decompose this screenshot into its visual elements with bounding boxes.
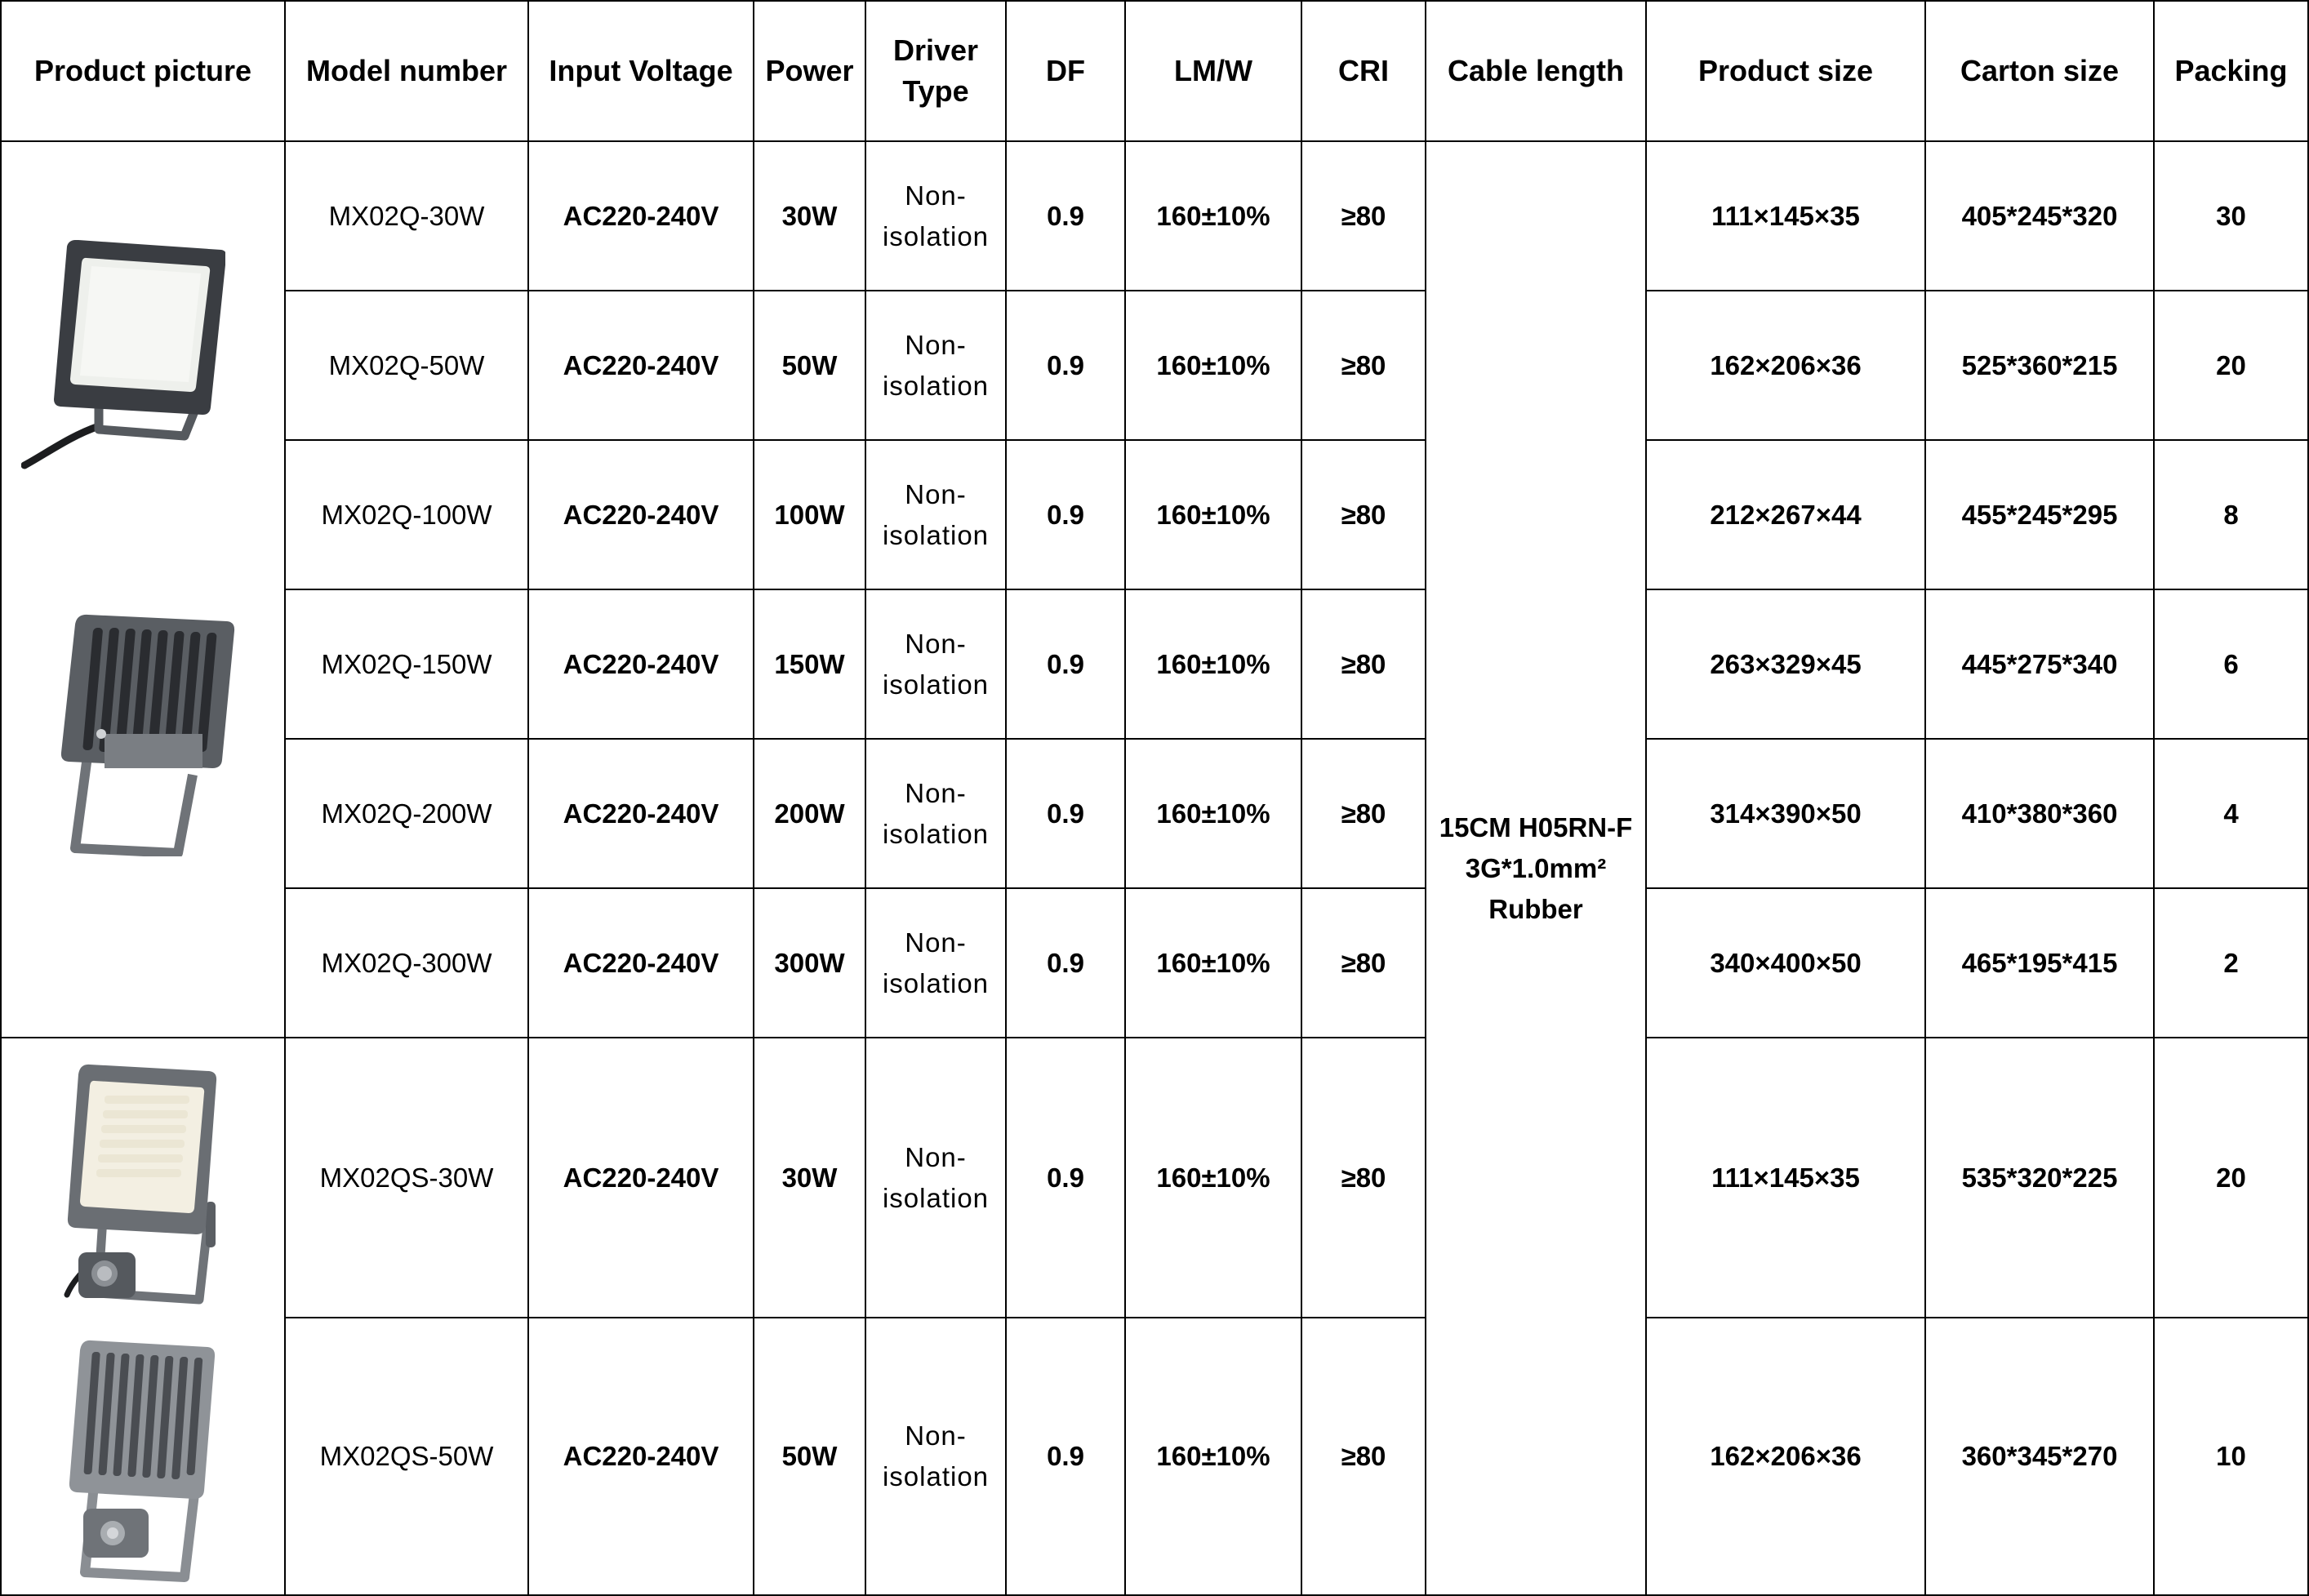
cell-voltage: AC220-240V bbox=[528, 440, 754, 589]
header-df: DF bbox=[1006, 1, 1125, 141]
cell-packing: 20 bbox=[2154, 1038, 2308, 1318]
table-row bbox=[1, 739, 2308, 888]
floodlight-front-icon bbox=[21, 240, 225, 485]
cell-product-size: 340×400×50 bbox=[1646, 888, 1925, 1038]
cell-model: MX02Q-50W bbox=[285, 291, 528, 440]
cell-packing: 10 bbox=[2154, 1318, 2308, 1595]
table-row bbox=[1, 1038, 2308, 1318]
cell-model: MX02QS-50W bbox=[285, 1318, 528, 1595]
cell-cri: ≥80 bbox=[1301, 1038, 1426, 1318]
cell-carton-size: 405*245*320 bbox=[1925, 141, 2154, 291]
cell-lmw: 160±10% bbox=[1125, 1038, 1301, 1318]
cell-model: MX02Q-200W bbox=[285, 739, 528, 888]
product-picture-cell-mx02q bbox=[1, 141, 285, 1038]
cell-driver-line2: isolation bbox=[882, 1461, 990, 1492]
cell-driver-line1: Non- bbox=[905, 180, 967, 211]
cell-driver bbox=[865, 589, 1006, 739]
cell-driver bbox=[865, 888, 1006, 1038]
cell-carton-size: 525*360*215 bbox=[1925, 291, 2154, 440]
cell-driver bbox=[865, 1038, 1006, 1318]
header-row bbox=[1, 1, 2308, 141]
cable-line1: 15CM H05RN-F bbox=[1439, 811, 1633, 842]
cell-voltage: AC220-240V bbox=[528, 291, 754, 440]
cell-packing: 20 bbox=[2154, 291, 2308, 440]
cell-driver-line1: Non- bbox=[905, 777, 967, 808]
cell-voltage: AC220-240V bbox=[528, 589, 754, 739]
cell-driver-line2: isolation bbox=[882, 370, 990, 401]
cell-product-size: 263×329×45 bbox=[1646, 589, 1925, 739]
header-driver-type bbox=[865, 1, 1006, 141]
cell-driver-line1: Non- bbox=[905, 478, 967, 509]
header-carton-size: Carton size bbox=[1925, 1, 2154, 141]
cell-driver-line2: isolation bbox=[882, 220, 990, 251]
cell-carton-size: 360*345*270 bbox=[1925, 1318, 2154, 1595]
cell-lmw: 160±10% bbox=[1125, 739, 1301, 888]
cell-voltage: AC220-240V bbox=[528, 141, 754, 291]
cell-cri: ≥80 bbox=[1301, 291, 1426, 440]
cell-driver bbox=[865, 440, 1006, 589]
cell-packing: 8 bbox=[2154, 440, 2308, 589]
product-picture-group bbox=[5, 142, 281, 1037]
cell-power: 200W bbox=[754, 739, 865, 888]
header-driver-line2: Type bbox=[902, 74, 969, 108]
header-cri: CRI bbox=[1301, 1, 1426, 141]
cell-model: MX02Q-30W bbox=[285, 141, 528, 291]
floodlight-sensor-front-icon bbox=[62, 1063, 225, 1308]
cell-driver-line1: Non- bbox=[905, 329, 967, 360]
cell-carton-size: 445*275*340 bbox=[1925, 589, 2154, 739]
product-picture-group bbox=[5, 1038, 281, 1594]
cell-driver-line2: isolation bbox=[882, 818, 990, 849]
header-product-picture: Product picture bbox=[1, 1, 285, 141]
cell-voltage: AC220-240V bbox=[528, 1318, 754, 1595]
cell-product-size: 212×267×44 bbox=[1646, 440, 1925, 589]
cell-cri: ≥80 bbox=[1301, 739, 1426, 888]
cell-lmw: 160±10% bbox=[1125, 440, 1301, 589]
cell-model: MX02Q-150W bbox=[285, 589, 528, 739]
cell-driver bbox=[865, 1318, 1006, 1595]
cell-power: 50W bbox=[754, 1318, 865, 1595]
cell-packing: 6 bbox=[2154, 589, 2308, 739]
cell-lmw: 160±10% bbox=[1125, 888, 1301, 1038]
product-picture-cell-mx02qs bbox=[1, 1038, 285, 1595]
table-row bbox=[1, 1318, 2308, 1595]
cell-power: 300W bbox=[754, 888, 865, 1038]
cell-df: 0.9 bbox=[1006, 1038, 1125, 1318]
header-input-voltage: Input Voltage bbox=[528, 1, 754, 141]
cell-driver-line1: Non- bbox=[905, 1141, 967, 1172]
header-cable-length: Cable length bbox=[1426, 1, 1646, 141]
floodlight-sensor-back-icon bbox=[64, 1339, 227, 1584]
cell-carton-size: 455*245*295 bbox=[1925, 440, 2154, 589]
cell-lmw: 160±10% bbox=[1125, 1318, 1301, 1595]
cell-product-size: 162×206×36 bbox=[1646, 1318, 1925, 1595]
cell-product-size: 314×390×50 bbox=[1646, 739, 1925, 888]
cell-df: 0.9 bbox=[1006, 739, 1125, 888]
header-product-size: Product size bbox=[1646, 1, 1925, 141]
floodlight-back-icon bbox=[56, 611, 243, 856]
cell-model: MX02QS-30W bbox=[285, 1038, 528, 1318]
cell-packing: 30 bbox=[2154, 141, 2308, 291]
cell-model: MX02Q-300W bbox=[285, 888, 528, 1038]
header-model-number: Model number bbox=[285, 1, 528, 141]
cell-driver-line1: Non- bbox=[905, 927, 967, 958]
cell-driver-line1: Non- bbox=[905, 1420, 967, 1451]
cell-carton-size: 535*320*225 bbox=[1925, 1038, 2154, 1318]
cell-df: 0.9 bbox=[1006, 1318, 1125, 1595]
header-driver-line1: Driver bbox=[892, 33, 979, 67]
cell-model: MX02Q-100W bbox=[285, 440, 528, 589]
table-row bbox=[1, 888, 2308, 1038]
cell-voltage: AC220-240V bbox=[528, 739, 754, 888]
cell-df: 0.9 bbox=[1006, 888, 1125, 1038]
cable-line3: Rubber bbox=[1488, 893, 1583, 924]
cell-cri: ≥80 bbox=[1301, 1318, 1426, 1595]
header-power: Power bbox=[754, 1, 865, 141]
cell-driver-line2: isolation bbox=[882, 519, 990, 550]
cell-driver-line2: isolation bbox=[882, 1182, 990, 1213]
cable-line2: 3G*1.0mm² bbox=[1465, 852, 1607, 883]
cell-power: 50W bbox=[754, 291, 865, 440]
cell-df: 0.9 bbox=[1006, 589, 1125, 739]
cell-voltage: AC220-240V bbox=[528, 888, 754, 1038]
header-lmw: LM/W bbox=[1125, 1, 1301, 141]
cell-driver bbox=[865, 739, 1006, 888]
table-row bbox=[1, 589, 2308, 739]
cell-packing: 4 bbox=[2154, 739, 2308, 888]
cell-cable-length bbox=[1426, 141, 1646, 1595]
cell-driver-line2: isolation bbox=[882, 669, 990, 700]
cell-df: 0.9 bbox=[1006, 440, 1125, 589]
cell-df: 0.9 bbox=[1006, 141, 1125, 291]
cell-product-size: 111×145×35 bbox=[1646, 1038, 1925, 1318]
cell-driver-line1: Non- bbox=[905, 628, 967, 659]
cell-power: 30W bbox=[754, 1038, 865, 1318]
table-row bbox=[1, 440, 2308, 589]
table-row bbox=[1, 291, 2308, 440]
cell-driver bbox=[865, 291, 1006, 440]
cell-lmw: 160±10% bbox=[1125, 589, 1301, 739]
cell-cri: ≥80 bbox=[1301, 440, 1426, 589]
header-packing: Packing bbox=[2154, 1, 2308, 141]
cell-lmw: 160±10% bbox=[1125, 141, 1301, 291]
cell-cri: ≥80 bbox=[1301, 888, 1426, 1038]
table-row bbox=[1, 141, 2308, 291]
cell-lmw: 160±10% bbox=[1125, 291, 1301, 440]
cell-cri: ≥80 bbox=[1301, 141, 1426, 291]
cell-power: 100W bbox=[754, 440, 865, 589]
cell-carton-size: 465*195*415 bbox=[1925, 888, 2154, 1038]
cell-driver-line2: isolation bbox=[882, 967, 990, 998]
cell-cri: ≥80 bbox=[1301, 589, 1426, 739]
cell-product-size: 162×206×36 bbox=[1646, 291, 1925, 440]
cell-product-size: 111×145×35 bbox=[1646, 141, 1925, 291]
cell-power: 150W bbox=[754, 589, 865, 739]
cell-driver bbox=[865, 141, 1006, 291]
cell-voltage: AC220-240V bbox=[528, 1038, 754, 1318]
cell-packing: 2 bbox=[2154, 888, 2308, 1038]
cell-carton-size: 410*380*360 bbox=[1925, 739, 2154, 888]
cell-df: 0.9 bbox=[1006, 291, 1125, 440]
cell-power: 30W bbox=[754, 141, 865, 291]
